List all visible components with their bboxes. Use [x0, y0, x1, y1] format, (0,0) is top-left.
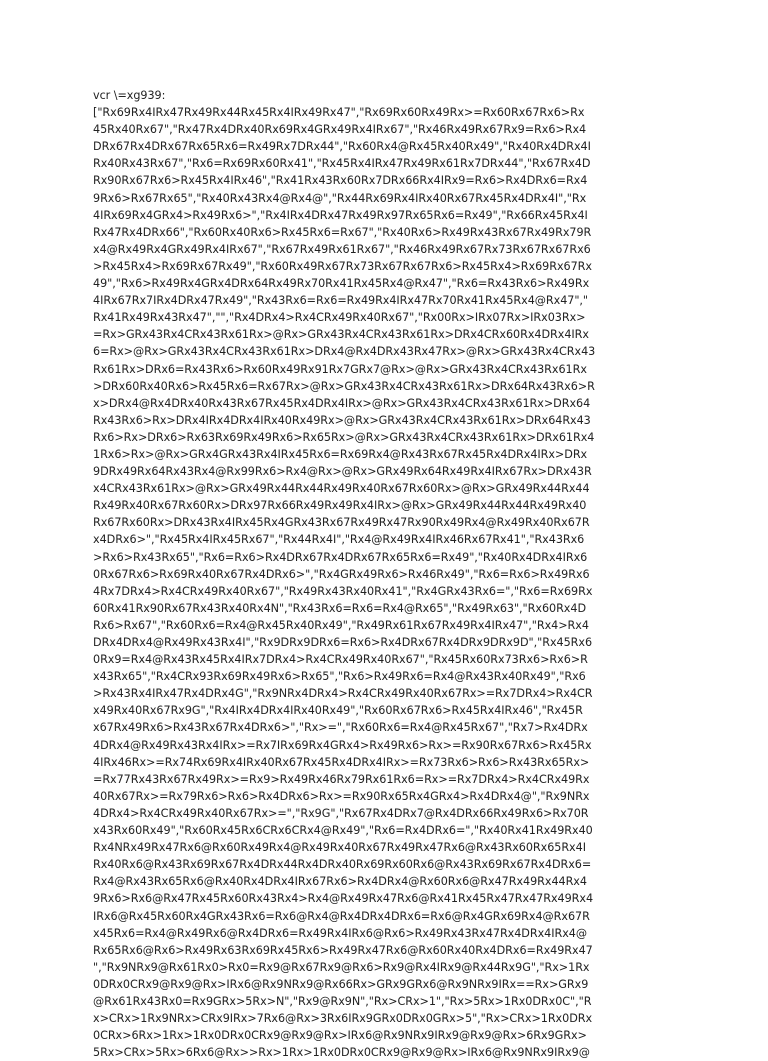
code-line: x4DRx6>","Rx45Rx4IRx45Rx67","Rx44Rx4I","Rx4@Rx49Rx4IRx46Rx67Rx41","Rx43Rx6 [93, 533, 585, 547]
code-line: x>DRx4@Rx4DRx40Rx43Rx67Rx45Rx4DRx4IRx>@Rx>GRx43Rx4CRx43Rx61Rx>DRx64 [93, 396, 591, 410]
code-line: x67Rx49Rx6>Rx43Rx67Rx4DRx6>","Rx>=","Rx60Rx6=Rx4@Rx45Rx67","Rx7>Rx4DRx [93, 721, 588, 735]
code-line: >Rx45Rx4>Rx69Rx67Rx49","Rx60Rx49Rx67Rx73Rx67Rx67Rx6>Rx45Rx4>Rx69Rx67Rx [93, 259, 592, 273]
code-line: 4DRx4@Rx49Rx43Rx4IRx>=Rx7IRx69Rx4GRx4>Rx49Rx6>Rx>=Rx90Rx67Rx6>Rx45Rx [93, 738, 592, 752]
code-line: 9DRx49Rx64Rx43Rx4@Rx99Rx6>Rx4@Rx>@Rx>GRx49Rx64Rx49Rx4IRx67Rx>DRx43R [93, 465, 592, 479]
code-line: Rx6>Rx>DRx6>Rx63Rx69Rx49Rx6>Rx65Rx>@Rx>GRx43Rx4CRx43Rx61Rx>DRx61Rx4 [93, 430, 595, 444]
code-line: x43Rx60Rx49","Rx60Rx45Rx6CRx6CRx4@Rx49","Rx6=Rx4DRx6=","Rx40Rx41Rx49Rx40 [93, 824, 593, 838]
code-line: 40Rx67Rx>=Rx79Rx6>Rx6>Rx4DRx6>Rx>=Rx90Rx65Rx4GRx4>Rx4DRx4@","Rx9NRx [93, 789, 590, 803]
code-document [93, 87, 683, 1061]
code-line: Rx90Rx67Rx6>Rx45Rx4IRx46","Rx41Rx43Rx60Rx7DRx66Rx4IRx9=Rx6>Rx4DRx6=Rx4 [93, 174, 588, 188]
code-line: =Rx>GRx43Rx4CRx43Rx61Rx>@Rx>GRx43Rx4CRx43Rx61Rx>DRx4CRx60Rx4DRx4IRx [93, 328, 589, 342]
code-line: ["Rx69Rx4IRx47Rx49Rx44Rx45Rx4IRx49Rx47","Rx69Rx60Rx49Rx>=Rx60Rx67Rx6>Rx [93, 106, 585, 120]
code-line: Rx41Rx49Rx43Rx47","","Rx4DRx4>Rx4CRx49Rx40Rx67","Rx00Rx>IRx07Rx>IRx03Rx> [93, 311, 586, 325]
code-line: 9Rx6>Rx6@Rx47Rx45Rx60Rx43Rx4>Rx4@Rx49Rx47Rx6@Rx41Rx45Rx47Rx47Rx49Rx4 [93, 892, 594, 906]
code-line: @Rx61Rx43Rx0=Rx9GRx>5Rx>N","Rx9@Rx9N","Rx>CRx>1","Rx>5Rx>1Rx0DRx0C","R [93, 994, 592, 1008]
code-line: x4@Rx49Rx4GRx49Rx4IRx67","Rx67Rx49Rx61Rx67","Rx46Rx49Rx67Rx73Rx67Rx67Rx6 [93, 242, 591, 256]
code-line: Rx6>Rx67","Rx60Rx6=Rx4@Rx45Rx40Rx49","Rx49Rx61Rx67Rx49Rx4IRx47","Rx4>Rx4 [93, 618, 589, 632]
code-line: Rx65Rx6@Rx6>Rx49Rx63Rx69Rx45Rx6>Rx49Rx47Rx6@Rx60Rx40Rx4DRx6=Rx49Rx47 [93, 943, 593, 957]
code-line: x>CRx>1Rx9NRx>CRx9IRx>7Rx6@Rx>3Rx6IRx9GRx0DRx0GRx>5","Rx>CRx>1Rx0DRx [93, 1012, 593, 1026]
code-line: 0Rx67Rx6>Rx69Rx40Rx67Rx4DRx6>","Rx4GRx49Rx6>Rx46Rx49","Rx6=Rx6>Rx49Rx6 [93, 567, 590, 581]
code-line: 4IRx46Rx>=Rx74Rx69Rx4IRx40Rx67Rx45Rx4DRx4IRx>=Rx73Rx6>Rx6>Rx43Rx65Rx> [93, 755, 590, 769]
code-line: DRx67Rx4DRx67Rx65Rx6=Rx49Rx7DRx44","Rx60Rx4@Rx45Rx40Rx49","Rx40Rx4DRx4I [93, 140, 591, 154]
code-line: 0DRx0CRx9@Rx9@Rx>IRx6@Rx9NRx9@Rx66Rx>GRx9GRx6@Rx9NRx9IRx==Rx>GRx9 [93, 977, 589, 991]
code-line: 9Rx6>Rx67Rx65","Rx40Rx43Rx4@Rx4@","Rx44Rx69Rx4IRx40Rx67Rx45Rx4DRx4I","Rx [93, 191, 587, 205]
code-line: x4CRx43Rx61Rx>@Rx>GRx49Rx44Rx44Rx49Rx40Rx67Rx60Rx>@Rx>GRx49Rx44Rx44 [93, 482, 590, 496]
code-line: IRx6@Rx45Rx60Rx4GRx43Rx6=Rx6@Rx4@Rx4DRx4DRx6=Rx6@Rx4GRx69Rx4@Rx67R [93, 909, 590, 923]
code-line: >Rx6>Rx43Rx65","Rx6=Rx6>Rx4DRx67Rx4DRx67Rx65Rx6=Rx49","Rx40Rx4DRx4IRx6 [93, 550, 588, 564]
code-line: Rx43Rx6>Rx>DRx4IRx4DRx4IRx40Rx49Rx>@Rx>GRx43Rx4CRx43Rx61Rx>DRx64Rx43 [93, 413, 591, 427]
code-line: 5Rx>CRx>5Rx>6Rx6@Rx>>Rx>1Rx>1Rx0DRx0CRx9@Rx9@Rx>IRx6@Rx9NRx9IRx9@ [93, 1046, 590, 1060]
code-line: vcr \=xg939: [93, 89, 166, 102]
code-line: Rx49Rx40Rx67Rx60Rx>DRx97Rx66Rx49Rx49Rx4IRx>@Rx>GRx49Rx44Rx44Rx49Rx40 [93, 499, 587, 513]
code-line: Rx67Rx60Rx>DRx43Rx4IRx45Rx4GRx43Rx67Rx49Rx47Rx90Rx49Rx4@Rx49Rx40Rx67R [93, 516, 590, 530]
code-line: 4IRx69Rx4GRx4>Rx49Rx6>","Rx4IRx4DRx47Rx49Rx97Rx65Rx6=Rx49","Rx66Rx45Rx4I [93, 208, 588, 222]
code-line: 0Rx9=Rx4@Rx43Rx45Rx4IRx7DRx4>Rx4CRx49Rx40Rx67","Rx45Rx60Rx73Rx6>Rx6>R [93, 653, 588, 667]
code-line: 4DRx4>Rx4CRx49Rx40Rx67Rx>=","Rx9G","Rx67Rx4DRx7@Rx4DRx66Rx49Rx6>Rx70R [93, 806, 589, 820]
code-line: ","Rx9NRx9@Rx61Rx0>Rx0=Rx9@Rx67Rx9@Rx6>Rx9@Rx4IRx9@Rx44Rx9G","Rx>1Rx [93, 960, 590, 974]
code-line: 0CRx>6Rx>1Rx>1Rx0DRx0CRx9@Rx9@Rx>IRx6@Rx9NRx9IRx9@Rx9@Rx>6Rx9GRx> [93, 1029, 587, 1043]
code-line: Rx40Rx43Rx67","Rx6=Rx69Rx60Rx41","Rx45Rx4IRx47Rx49Rx61Rx7DRx44","Rx67Rx4D [93, 157, 591, 171]
code-line: Rx4NRx49Rx47Rx6@Rx60Rx49Rx4@Rx49Rx40Rx67Rx49Rx47Rx6@Rx43Rx60Rx65Rx4I [93, 841, 586, 855]
code-line: DRx4DRx4@Rx49Rx43Rx4I","Rx9DRx9DRx6=Rx6>Rx4DRx67Rx4DRx9DRx9D","Rx45Rx6 [93, 636, 593, 649]
code-line: Rx40Rx6@Rx43Rx69Rx67Rx4DRx44Rx4DRx40Rx69Rx60Rx6@Rx43Rx69Rx67Rx4DRx6= [93, 858, 592, 872]
code-line: 6=Rx>@Rx>GRx43Rx4CRx43Rx61Rx>DRx4@Rx4DRx43Rx47Rx>@Rx>GRx43Rx4CRx43 [93, 345, 596, 359]
code-line: x49Rx40Rx67Rx9G","Rx4IRx4DRx4IRx40Rx49","Rx60Rx67Rx6>Rx45Rx4IRx46","Rx45R [93, 704, 583, 718]
code-line: 4IRx67Rx7IRx4DRx47Rx49","Rx43Rx6=Rx6=Rx49Rx4IRx47Rx70Rx41Rx45Rx4@Rx47"," [93, 294, 589, 308]
code-line: 49","Rx6>Rx49Rx4GRx4DRx64Rx49Rx70Rx41Rx45Rx4@Rx47","Rx6=Rx43Rx6>Rx49Rx [93, 277, 590, 291]
code-line: x43Rx65","Rx4CRx93Rx69Rx49Rx6>Rx65","Rx6>Rx49Rx6=Rx4@Rx43Rx40Rx49","Rx6 [93, 670, 586, 684]
code-line: 1Rx6>Rx>@Rx>GRx4GRx43Rx4IRx45Rx6=Rx69Rx4@Rx43Rx67Rx45Rx4DRx4IRx>DRx [93, 447, 588, 461]
code-line: >Rx43Rx4IRx47Rx4DRx4G","Rx9NRx4DRx4>Rx4CRx49Rx40Rx67Rx>=Rx7DRx4>Rx4CR [93, 687, 593, 701]
code-line: Rx47Rx4DRx66","Rx60Rx40Rx6>Rx45Rx6=Rx67","Rx40Rx6>Rx49Rx43Rx67Rx49Rx79R [93, 225, 592, 239]
code-line: x45Rx6=Rx4@Rx49Rx6@Rx4DRx6=Rx49Rx4IRx6@Rx6>Rx49Rx43Rx47Rx4DRx4IRx4@ [93, 926, 587, 940]
code-line: =Rx77Rx43Rx67Rx49Rx>=Rx9>Rx49Rx46Rx79Rx61Rx6=Rx>=Rx7DRx4>Rx4CRx49Rx [93, 772, 590, 786]
code-line: 45Rx40Rx67","Rx47Rx4DRx40Rx69Rx4GRx49Rx4IRx67","Rx46Rx49Rx67Rx9=Rx6>Rx4 [93, 123, 587, 137]
code-line: Rx61Rx>DRx6=Rx43Rx6>Rx60Rx49Rx91Rx7GRx7@Rx>@Rx>GRx43Rx4CRx43Rx61Rx [93, 362, 587, 376]
code-line: 60Rx41Rx90Rx67Rx43Rx40Rx4N","Rx43Rx6=Rx6=Rx4@Rx65","Rx49Rx63","Rx60Rx4D [93, 601, 587, 615]
code-line: >DRx60Rx40Rx6>Rx45Rx6=Rx67Rx>@Rx>GRx43Rx4CRx43Rx61Rx>DRx64Rx43Rx6>R [93, 379, 595, 393]
code-line: 4Rx7DRx4>Rx4CRx49Rx40Rx67","Rx49Rx43Rx40Rx41","Rx4GRx43Rx6=","Rx6=Rx69Rx [93, 584, 593, 598]
code-line: Rx4@Rx43Rx65Rx6@Rx40Rx4DRx4IRx67Rx6>Rx4DRx4@Rx60Rx6@Rx47Rx49Rx44Rx4 [93, 875, 587, 889]
